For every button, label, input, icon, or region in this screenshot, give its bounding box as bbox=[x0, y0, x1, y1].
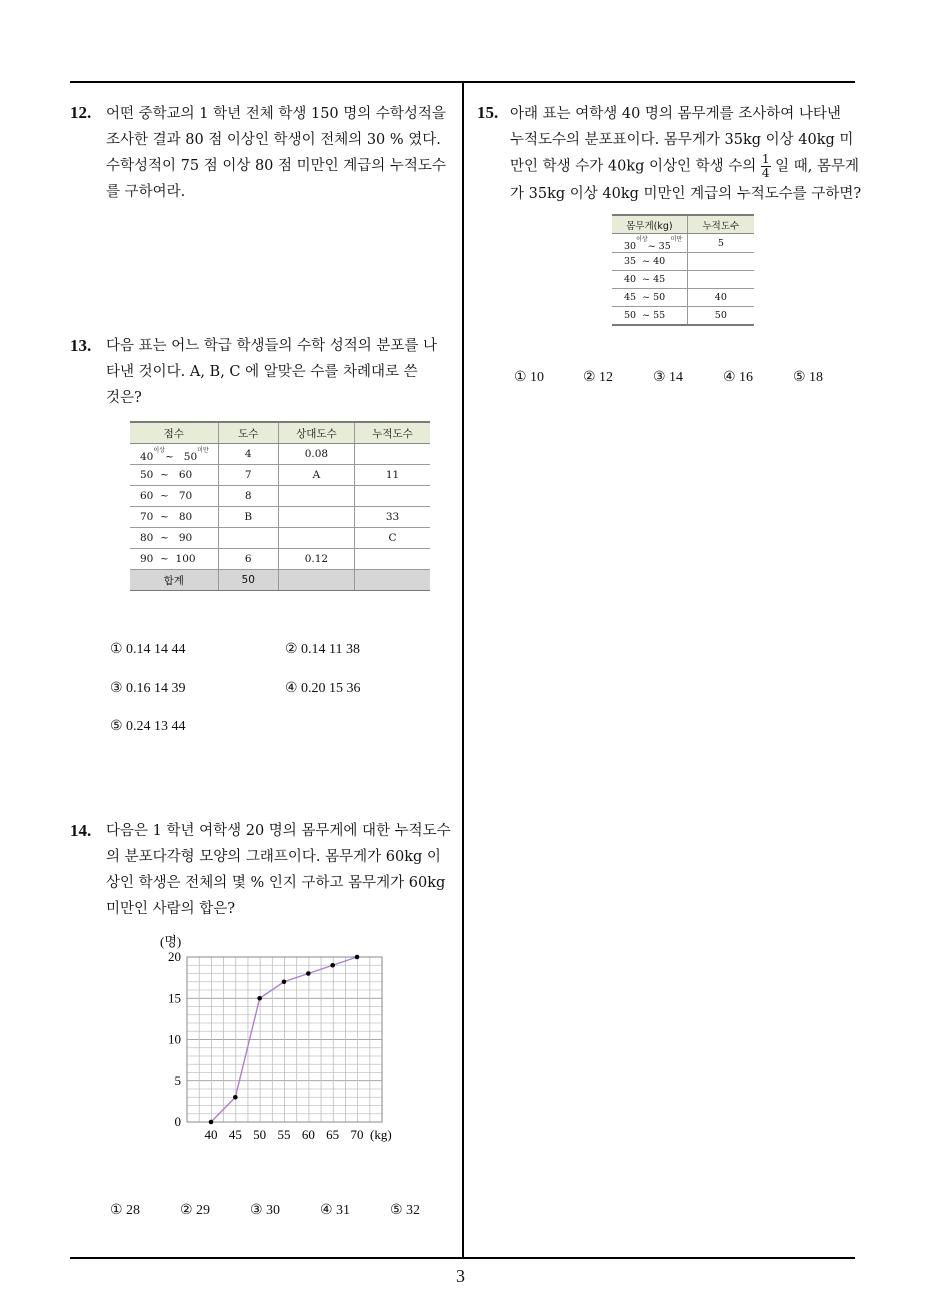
option-4[interactable]: ④ 31 bbox=[320, 1203, 351, 1218]
column-header: 점수 bbox=[130, 422, 218, 444]
freq-cell: 8 bbox=[218, 486, 278, 507]
rel-cell: 0.12 bbox=[278, 549, 354, 570]
range-cell: 40 ~ 45 bbox=[612, 271, 687, 289]
range-cell: 35 ~ 40 bbox=[612, 253, 687, 271]
text-line: 수학성적이 75 점 이상 80 점 미만인 계급의 누적도수 bbox=[106, 158, 446, 174]
table-row bbox=[130, 444, 430, 465]
option-1[interactable]: ① 0.14 14 44 bbox=[110, 642, 186, 657]
freq-cell: 7 bbox=[218, 465, 278, 486]
option-5[interactable]: ⑤ 18 bbox=[793, 370, 824, 385]
table-row bbox=[612, 253, 754, 271]
x-tick-label: 65 bbox=[326, 1127, 340, 1142]
question-text bbox=[510, 101, 861, 207]
y-tick-label: 0 bbox=[174, 1114, 181, 1129]
data-point bbox=[306, 971, 311, 976]
text-line: 의 분포다각형 모양의 그래프이다. 몸무게가 60kg 이 bbox=[106, 849, 441, 865]
total-cum bbox=[355, 570, 431, 591]
text-line: 미만인 사람의 합은? bbox=[106, 901, 236, 917]
text-line: 어떤 중학교의 1 학년 전체 학생 150 명의 수학성적을 bbox=[106, 106, 446, 122]
range-cell: 50 ~ 60 bbox=[130, 465, 218, 486]
option-2[interactable]: ② 0.14 11 38 bbox=[285, 642, 361, 657]
x-tick-label: 45 bbox=[228, 1127, 242, 1142]
table-total-row bbox=[130, 570, 430, 591]
question-number: 12. bbox=[70, 103, 92, 122]
table-row bbox=[612, 307, 754, 326]
frequency-table bbox=[130, 421, 430, 591]
option-3[interactable]: ③ 14 bbox=[653, 370, 684, 385]
cum-cell: 50 bbox=[687, 307, 754, 326]
total-rel bbox=[278, 570, 354, 591]
question-text bbox=[106, 101, 446, 205]
total-freq: 50 bbox=[218, 570, 278, 591]
cumulative-frequency-chart bbox=[150, 930, 420, 1150]
rel-cell: 0.08 bbox=[278, 444, 354, 465]
cum-cell: 5 bbox=[687, 234, 754, 253]
question-number: 14. bbox=[70, 821, 92, 840]
text-line: 만인 학생 수가 40kg 이상인 학생 수의 $\frac{1}{4}$ 일 때, 몸무게 bbox=[510, 152, 859, 180]
freq-cell: 4 bbox=[218, 444, 278, 465]
question-text bbox=[106, 333, 437, 411]
data-point bbox=[282, 979, 287, 984]
option-3[interactable]: ③ 0.16 14 39 bbox=[110, 681, 186, 696]
y-tick-label: 10 bbox=[168, 1031, 181, 1047]
cum-cell: 40 bbox=[687, 289, 754, 307]
data-point bbox=[355, 955, 360, 960]
x-tick-label: 70 bbox=[350, 1127, 364, 1142]
freq-cell: B bbox=[218, 507, 278, 528]
column-header: 누적도수 bbox=[355, 422, 431, 444]
cum-cell bbox=[687, 253, 754, 271]
table-header-row bbox=[612, 215, 754, 234]
cum-cell bbox=[355, 444, 431, 465]
cum-cell: 11 bbox=[355, 465, 431, 486]
range-cell: 80 ~ 90 bbox=[130, 528, 218, 549]
x-axis-label: (kg) bbox=[370, 1127, 392, 1142]
option-2[interactable]: ② 29 bbox=[180, 1203, 211, 1218]
table-row bbox=[612, 289, 754, 307]
table-row bbox=[130, 465, 430, 486]
cum-cell bbox=[355, 549, 431, 570]
rel-cell: A bbox=[278, 465, 354, 486]
text-line: 를 구하여라. bbox=[106, 184, 186, 200]
x-tick-label: 60 bbox=[301, 1127, 315, 1142]
text-line: 다음은 1 학년 여학생 20 명의 몸무게에 대한 누적도수 bbox=[106, 823, 451, 839]
rel-cell bbox=[278, 486, 354, 507]
rel-cell bbox=[278, 528, 354, 549]
column-header: 도수 bbox=[218, 422, 278, 444]
option-5[interactable]: ⑤ 32 bbox=[390, 1203, 421, 1218]
cum-cell bbox=[687, 271, 754, 289]
fraction: $\frac{1}{4}$ bbox=[761, 152, 770, 180]
y-tick-label: 15 bbox=[168, 990, 181, 1006]
text-line: 것은? bbox=[106, 390, 142, 406]
text-line: 아래 표는 여학생 40 명의 몸무게를 조사하여 나타낸 bbox=[510, 106, 841, 122]
cumulative-table bbox=[612, 214, 754, 326]
option-1[interactable]: ① 28 bbox=[110, 1203, 141, 1218]
x-tick-label: 55 bbox=[277, 1127, 291, 1142]
column-header: 누적도수 bbox=[687, 215, 754, 234]
range-cell: 60 ~ 70 bbox=[130, 486, 218, 507]
page-number: 3 bbox=[456, 1266, 465, 1286]
x-tick-labels bbox=[205, 1127, 364, 1142]
text-line: 가 35kg 이상 40kg 미만인 계급의 누적도수를 구하면? bbox=[510, 186, 862, 202]
question-number: 13. bbox=[70, 336, 92, 355]
option-5[interactable]: ⑤ 0.24 13 44 bbox=[110, 719, 186, 734]
question-number: 15. bbox=[477, 103, 499, 122]
range-cell: 50 ~ 55 bbox=[612, 307, 687, 326]
range-cell: 90 ~ 100 bbox=[130, 549, 218, 570]
y-tick-label: 20 bbox=[168, 949, 181, 964]
table-row bbox=[130, 486, 430, 507]
table-row bbox=[612, 271, 754, 289]
option-3[interactable]: ③ 30 bbox=[250, 1203, 281, 1218]
table-row bbox=[130, 549, 430, 570]
table-row bbox=[130, 507, 430, 528]
freq-cell bbox=[218, 528, 278, 549]
data-point bbox=[330, 963, 335, 968]
column-divider bbox=[462, 82, 464, 1258]
range-cell: 45 ~ 50 bbox=[612, 289, 687, 307]
option-4[interactable]: ④ 0.20 15 36 bbox=[285, 681, 361, 696]
y-tick-label: 5 bbox=[174, 1072, 181, 1088]
text-line: 누적도수의 분포표이다. 몸무게가 35kg 이상 40kg 미 bbox=[510, 132, 854, 148]
text-line: 상인 학생은 전체의 몇 % 인지 구하고 몸무게가 60kg bbox=[106, 875, 446, 891]
text-line: 타낸 것이다. A, B, C 에 알맞은 수를 차례대로 쓴 bbox=[106, 364, 418, 380]
question-text bbox=[106, 818, 451, 922]
cum-cell: C bbox=[355, 528, 431, 549]
total-label: 합계 bbox=[130, 570, 218, 591]
rel-cell bbox=[278, 507, 354, 528]
data-point bbox=[209, 1120, 214, 1125]
table-row bbox=[130, 528, 430, 549]
column-header: 몸무게(kg) bbox=[612, 215, 687, 234]
cum-cell: 33 bbox=[355, 507, 431, 528]
data-point bbox=[233, 1095, 238, 1100]
x-tick-label: 50 bbox=[253, 1127, 267, 1142]
x-tick-label: 40 bbox=[204, 1127, 218, 1142]
cum-cell bbox=[355, 486, 431, 507]
freq-cell: 6 bbox=[218, 549, 278, 570]
range-cell: $30^{이상}\sim$ $35^{미만}$ bbox=[612, 234, 687, 253]
option-4[interactable]: ④ 16 bbox=[723, 370, 754, 385]
table-row bbox=[612, 234, 754, 253]
table-header-row bbox=[130, 422, 430, 444]
text-line: 조사한 결과 80 점 이상인 학생이 전체의 30 % 였다. bbox=[106, 132, 441, 148]
y-tick-labels bbox=[168, 949, 181, 1129]
range-cell: 70 ~ 80 bbox=[130, 507, 218, 528]
data-point bbox=[257, 996, 262, 1001]
column-header: 상대도수 bbox=[278, 422, 354, 444]
range-cell: $40^{이상}\sim$ $50^{미만}$ bbox=[130, 444, 218, 465]
text-line: 다음 표는 어느 학급 학생들의 수학 성적의 분포를 나 bbox=[106, 338, 438, 354]
option-2[interactable]: ② 12 bbox=[583, 370, 614, 385]
y-axis-label: (명) bbox=[160, 934, 182, 949]
option-1[interactable]: ① 10 bbox=[514, 370, 545, 385]
